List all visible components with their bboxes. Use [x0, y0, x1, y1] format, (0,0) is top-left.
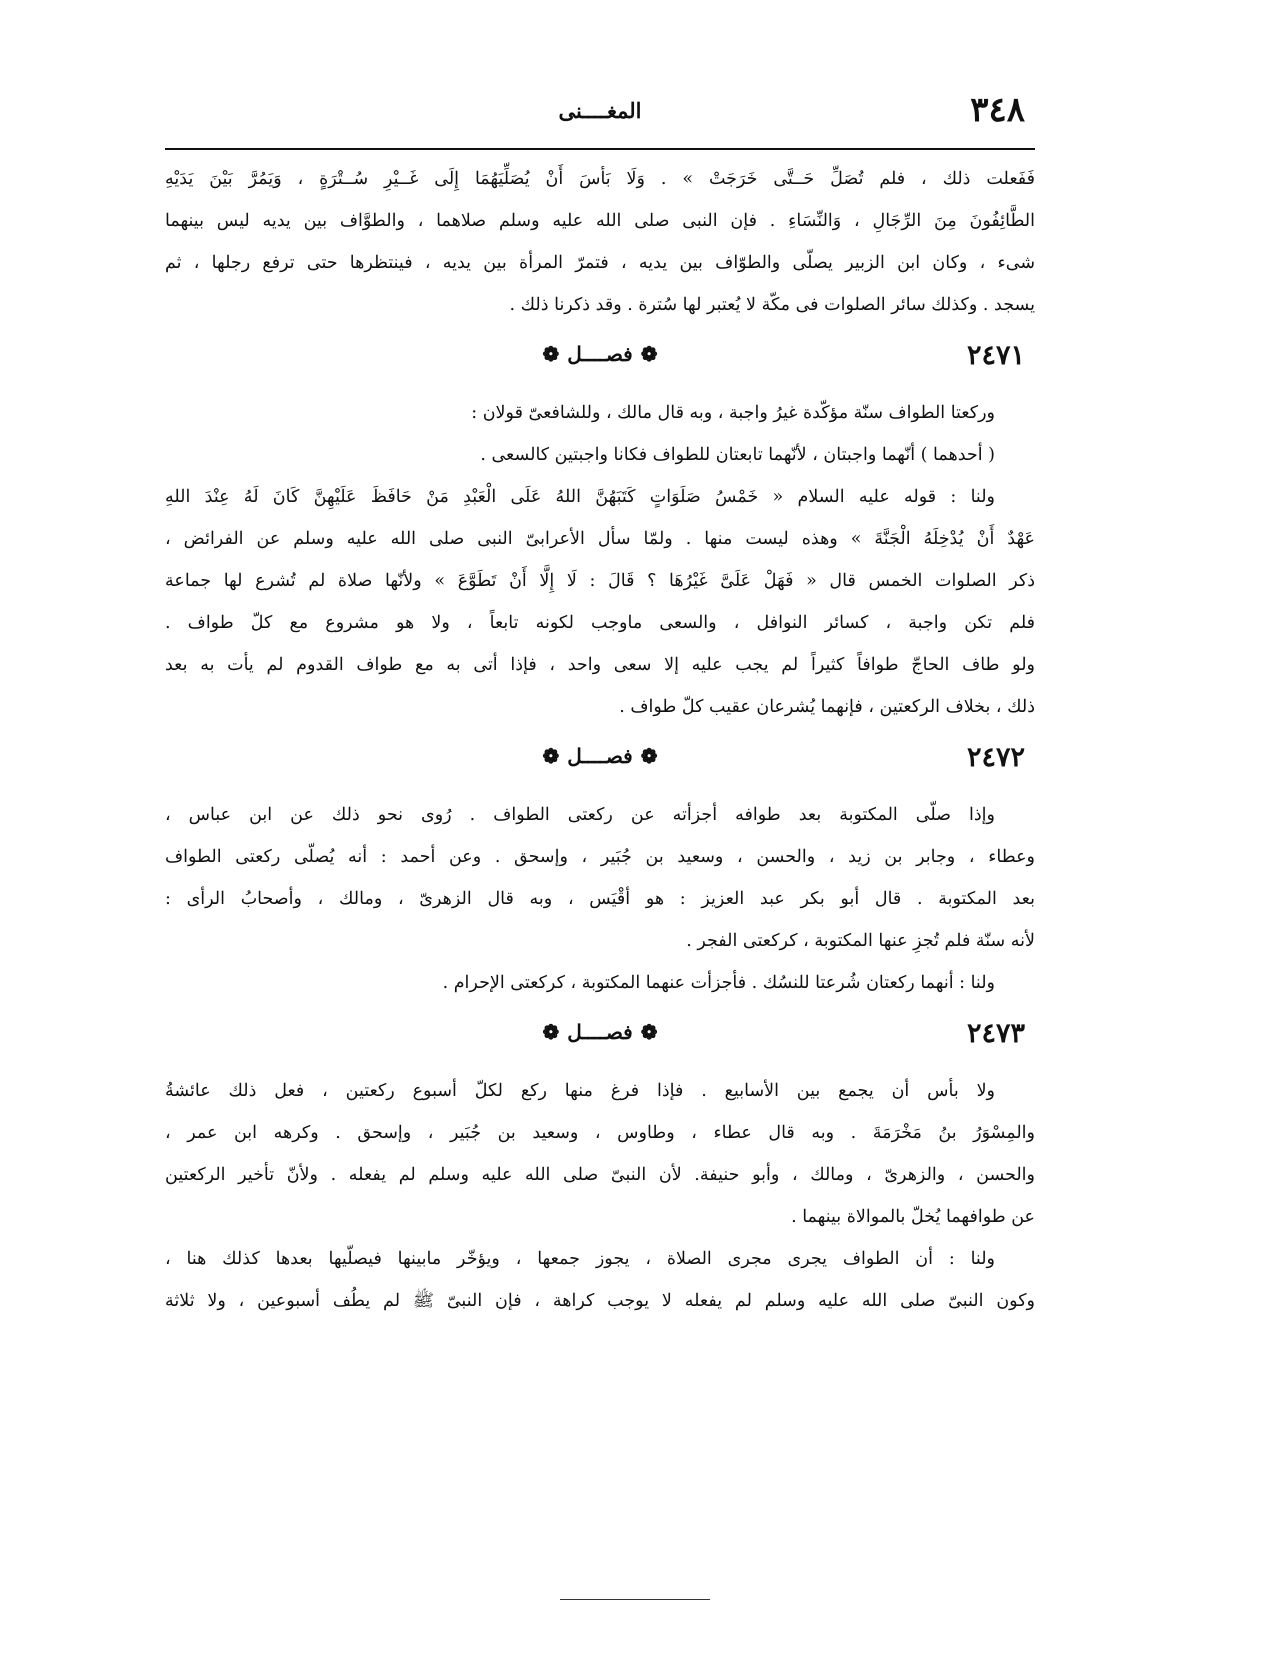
ornament-icon: ❁	[542, 1020, 560, 1044]
text-line: ذكر الصلوات الخمس قال « فَهَلْ عَلَىَّ غَيْرُهَا ؟ قَالَ : لَا إِلَّا أَنْ تَطَوَّعَ » ولأنّها صلاة لم تُشرع لها جماعة	[165, 571, 1035, 591]
text-line: ولنا : أنهما ركعتان شُرعتا للنسُك . فأجزأت عنهما المكتوبة ، كركعتى الإحرام .	[442, 973, 995, 993]
text-line: ( أحدهما ) أنّهما واجبتان ، لأنّهما تابعتان للطواف فكانا واجبتين كالسعى .	[480, 445, 995, 465]
text-line: فَفَعلت ذلك ، فلم تُصَلِّ حَــتَّى خَرَجَتْ » . وَلَا بَأسَ أَنْ يُصَلِّيَهُمَا إِلَى غَــيْرِ سُــتْرَةٍ ، وَيَمُرَّ بَيْنَ يَدَيْهِ	[165, 169, 1035, 189]
book-page	[165, 70, 1035, 1630]
ornament-icon: ❁	[542, 744, 560, 768]
section-number: ٢٤٧١	[966, 340, 1025, 371]
text-line: ولا بأس أن يجمع بين الأسابيع . فإذا فرغ منها ركع لكلّ أسبوع ركعتين ، فعل ذلك عائشةُ	[165, 1081, 995, 1101]
section-number: ٢٤٧٣	[966, 1018, 1025, 1049]
section-title-text: فصــــل	[567, 342, 633, 366]
text-line: بعد المكتوبة . قال أبو بكر عبد العزيز : هو أقْيَس ، وبه قال الزهرىّ ، ومالك ، وأصحابُ الرأى :	[165, 889, 1035, 909]
ornament-icon: ❁	[640, 1020, 658, 1044]
text-line: وعطاء ، وجابر بن زيد ، والحسن ، وسعيد بن جُبَير ، وإسحق . وعن أحمد : أنه يُصلّى ركعتى الطواف	[165, 847, 1035, 867]
text-line: ولو طاف الحاجّ طوافاً كثيراً لم يجب عليه إلا سعى واحد ، فإذا أتى به مع طواف القدوم لم يأت به بعد	[165, 655, 1035, 675]
text-line: والحسن ، والزهرىّ ، ومالك ، وأبو حنيفة. لأن النبىّ صلى الله عليه وسلم لم يفعله . ولأنّ تأخير الركعتين	[165, 1165, 1035, 1185]
ornament-icon: ❁	[542, 342, 560, 366]
ornament-icon: ❁	[640, 342, 658, 366]
section-heading	[165, 728, 1035, 794]
section-title	[165, 342, 1035, 366]
text-line: لأنه سنّة فلم تُجزِ عنها المكتوبة ، كركعتى الفجر .	[686, 931, 1035, 951]
section-title-text: فصــــل	[567, 1020, 633, 1044]
section-heading	[165, 326, 1035, 392]
text-line: عَهْدٌ أَنْ يُدْخِلَهُ الْجَنَّةَ » وهذه ليست منها . ولمّا سأل الأعرابىّ النبى صلى الله عليه وسلم عن الفرائض ،	[165, 529, 1035, 549]
text-line: والمِسْوَرُ بنُ مَخْرَمَةَ . وبه قال عطاء ، وطاوس ، وسعيد بن جُبَير ، وإسحق . وكرهه ابن عمر ،	[165, 1123, 1035, 1143]
page-header	[165, 90, 1035, 134]
section-title	[165, 1020, 1035, 1044]
footer-rule	[560, 1599, 710, 1600]
text-line: عن طوافهما يُخلّ بالموالاة بينهما .	[791, 1207, 1035, 1227]
text-line: الطَّائِفُونَ مِنَ الرِّجَالِ ، وَالنِّسَاءِ . فإن النبى صلى الله عليه وسلم صلاهما ، والطوَّاف بين يديه ليس بينهما	[165, 211, 1035, 231]
text-line: ولنا : قوله عليه السلام « خَمْسُ صَلَوَاتٍ كَتَبَهُنَّ اللهُ عَلَى الْعَبْدِ مَنْ حَافَظَ عَلَيْهِنَّ كَانَ لَهُ عِنْدَ اللهِ	[165, 487, 995, 507]
text-line: فلم تكن واجبة ، كسائر النوافل ، والسعى ماوجب لكونه تابعاً ، ولا هو مشروع مع كلّ طواف .	[165, 613, 1035, 633]
page-number: ٣٤٨	[970, 90, 1025, 130]
text-line: يسجد . وكذلك سائر الصلوات فى مكّة لا يُعتبر لها سُترة . وقد ذكرنا ذلك .	[509, 295, 1035, 315]
section-number: ٢٤٧٢	[966, 742, 1025, 773]
text-line: وركعتا الطواف سنّة مؤكّدة غيرُ واجبة ، وبه قال مالك ، وللشافعىّ قولان :	[471, 403, 995, 423]
ornament-icon: ❁	[640, 744, 658, 768]
page-body	[165, 158, 1035, 1322]
section-title	[165, 744, 1035, 768]
header-rule	[165, 148, 1035, 150]
text-line: وإذا صلّى المكتوبة بعد طوافه أجزأته عن ركعتى الطواف . رُوى نحو ذلك عن ابن عباس ،	[165, 805, 995, 825]
section-title-text: فصــــل	[567, 744, 633, 768]
running-title: المغــــنى	[558, 98, 642, 123]
text-line: ذلك ، بخلاف الركعتين ، فإنهما يُشرعان عقيب كلّ طواف .	[619, 697, 1035, 717]
section-heading	[165, 1004, 1035, 1070]
text-line: شىء ، وكان ابن الزبير يصلّى والطوّاف بين يديه ، فتمرّ المرأة بين يديه ، فينتظرها حتى ترفع رجلها ، ثم	[165, 253, 1035, 273]
text-line: ولنا : أن الطواف يجرى مجرى الصلاة ، يجوز جمعها ، ويؤخّر مابينها فيصلّيها بعدها كذلك هنا ،	[165, 1249, 995, 1269]
text-line: وكون النبىّ صلى الله عليه وسلم لم يفعله لا يوجب كراهة ، فإن النبىّ ﷺ لم يطُف أسبوعين ، ولا ثلاثة	[165, 1291, 1035, 1311]
